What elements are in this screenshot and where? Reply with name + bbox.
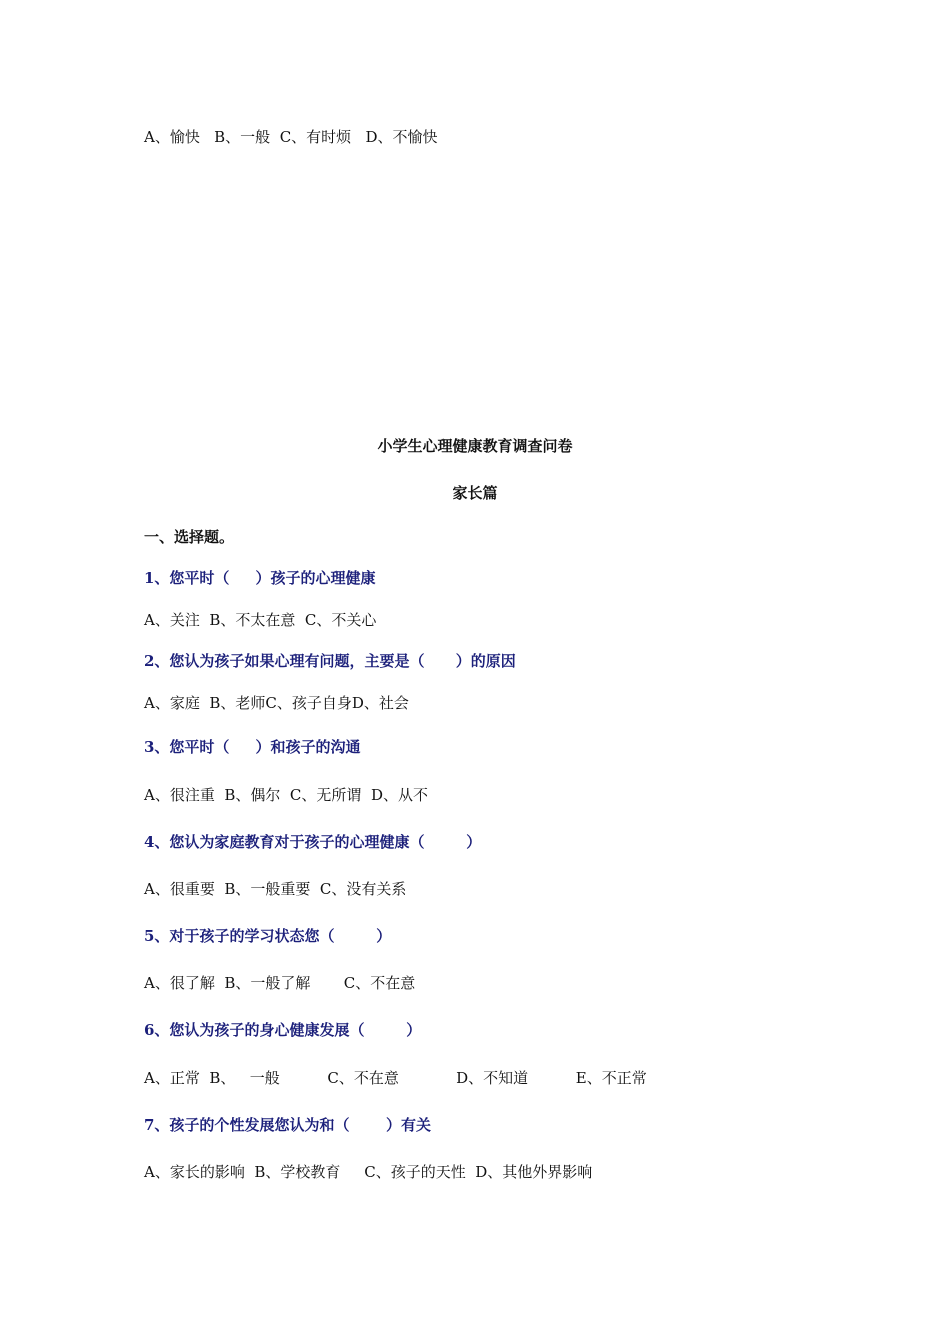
answer-options-3: A、很注重 B、偶尔 C、无所谓 D、从不 xyxy=(144,786,428,804)
section-heading: 一、选择题。 xyxy=(144,528,235,546)
answer-options-7: A、家长的影响 B、学校教育 C、孩子的天性 D、其他外界影响 xyxy=(144,1163,593,1181)
question-6: 6、您认为孩子的身心健康发展（ ） xyxy=(144,1021,422,1039)
question-1: 1、您平时（ ）孩子的心理健康 xyxy=(144,569,376,587)
previous-question-options: A、愉快 B、一般 C、有时烦 D、不愉快 xyxy=(144,128,438,146)
answer-options-6: A、正常 B、 一般 C、不在意 D、不知道 E、不正常 xyxy=(144,1069,647,1087)
question-4: 4、您认为家庭教育对于孩子的心理健康（ ） xyxy=(144,833,482,851)
survey-subtitle: 家长篇 xyxy=(452,484,498,502)
question-7: 7、孩子的个性发展您认为和（ ）有关 xyxy=(144,1116,431,1134)
question-2: 2、您认为孩子如果心理有问题，主要是（ ）的原因 xyxy=(144,652,516,670)
answer-options-4: A、很重要 B、一般重要 C、没有关系 xyxy=(144,880,407,898)
answer-options-2: A、家庭 B、老师C、孩子自身D、社会 xyxy=(144,694,409,712)
survey-title: 小学生心理健康教育调查问卷 xyxy=(377,437,573,455)
question-3: 3、您平时（ ）和孩子的沟通 xyxy=(144,738,361,756)
answer-options-5: A、很了解 B、一般了解 C、不在意 xyxy=(144,974,416,992)
answer-options-1: A、关注 B、不太在意 C、不关心 xyxy=(144,611,377,629)
question-5: 5、对于孩子的学习状态您（ ） xyxy=(144,927,392,945)
